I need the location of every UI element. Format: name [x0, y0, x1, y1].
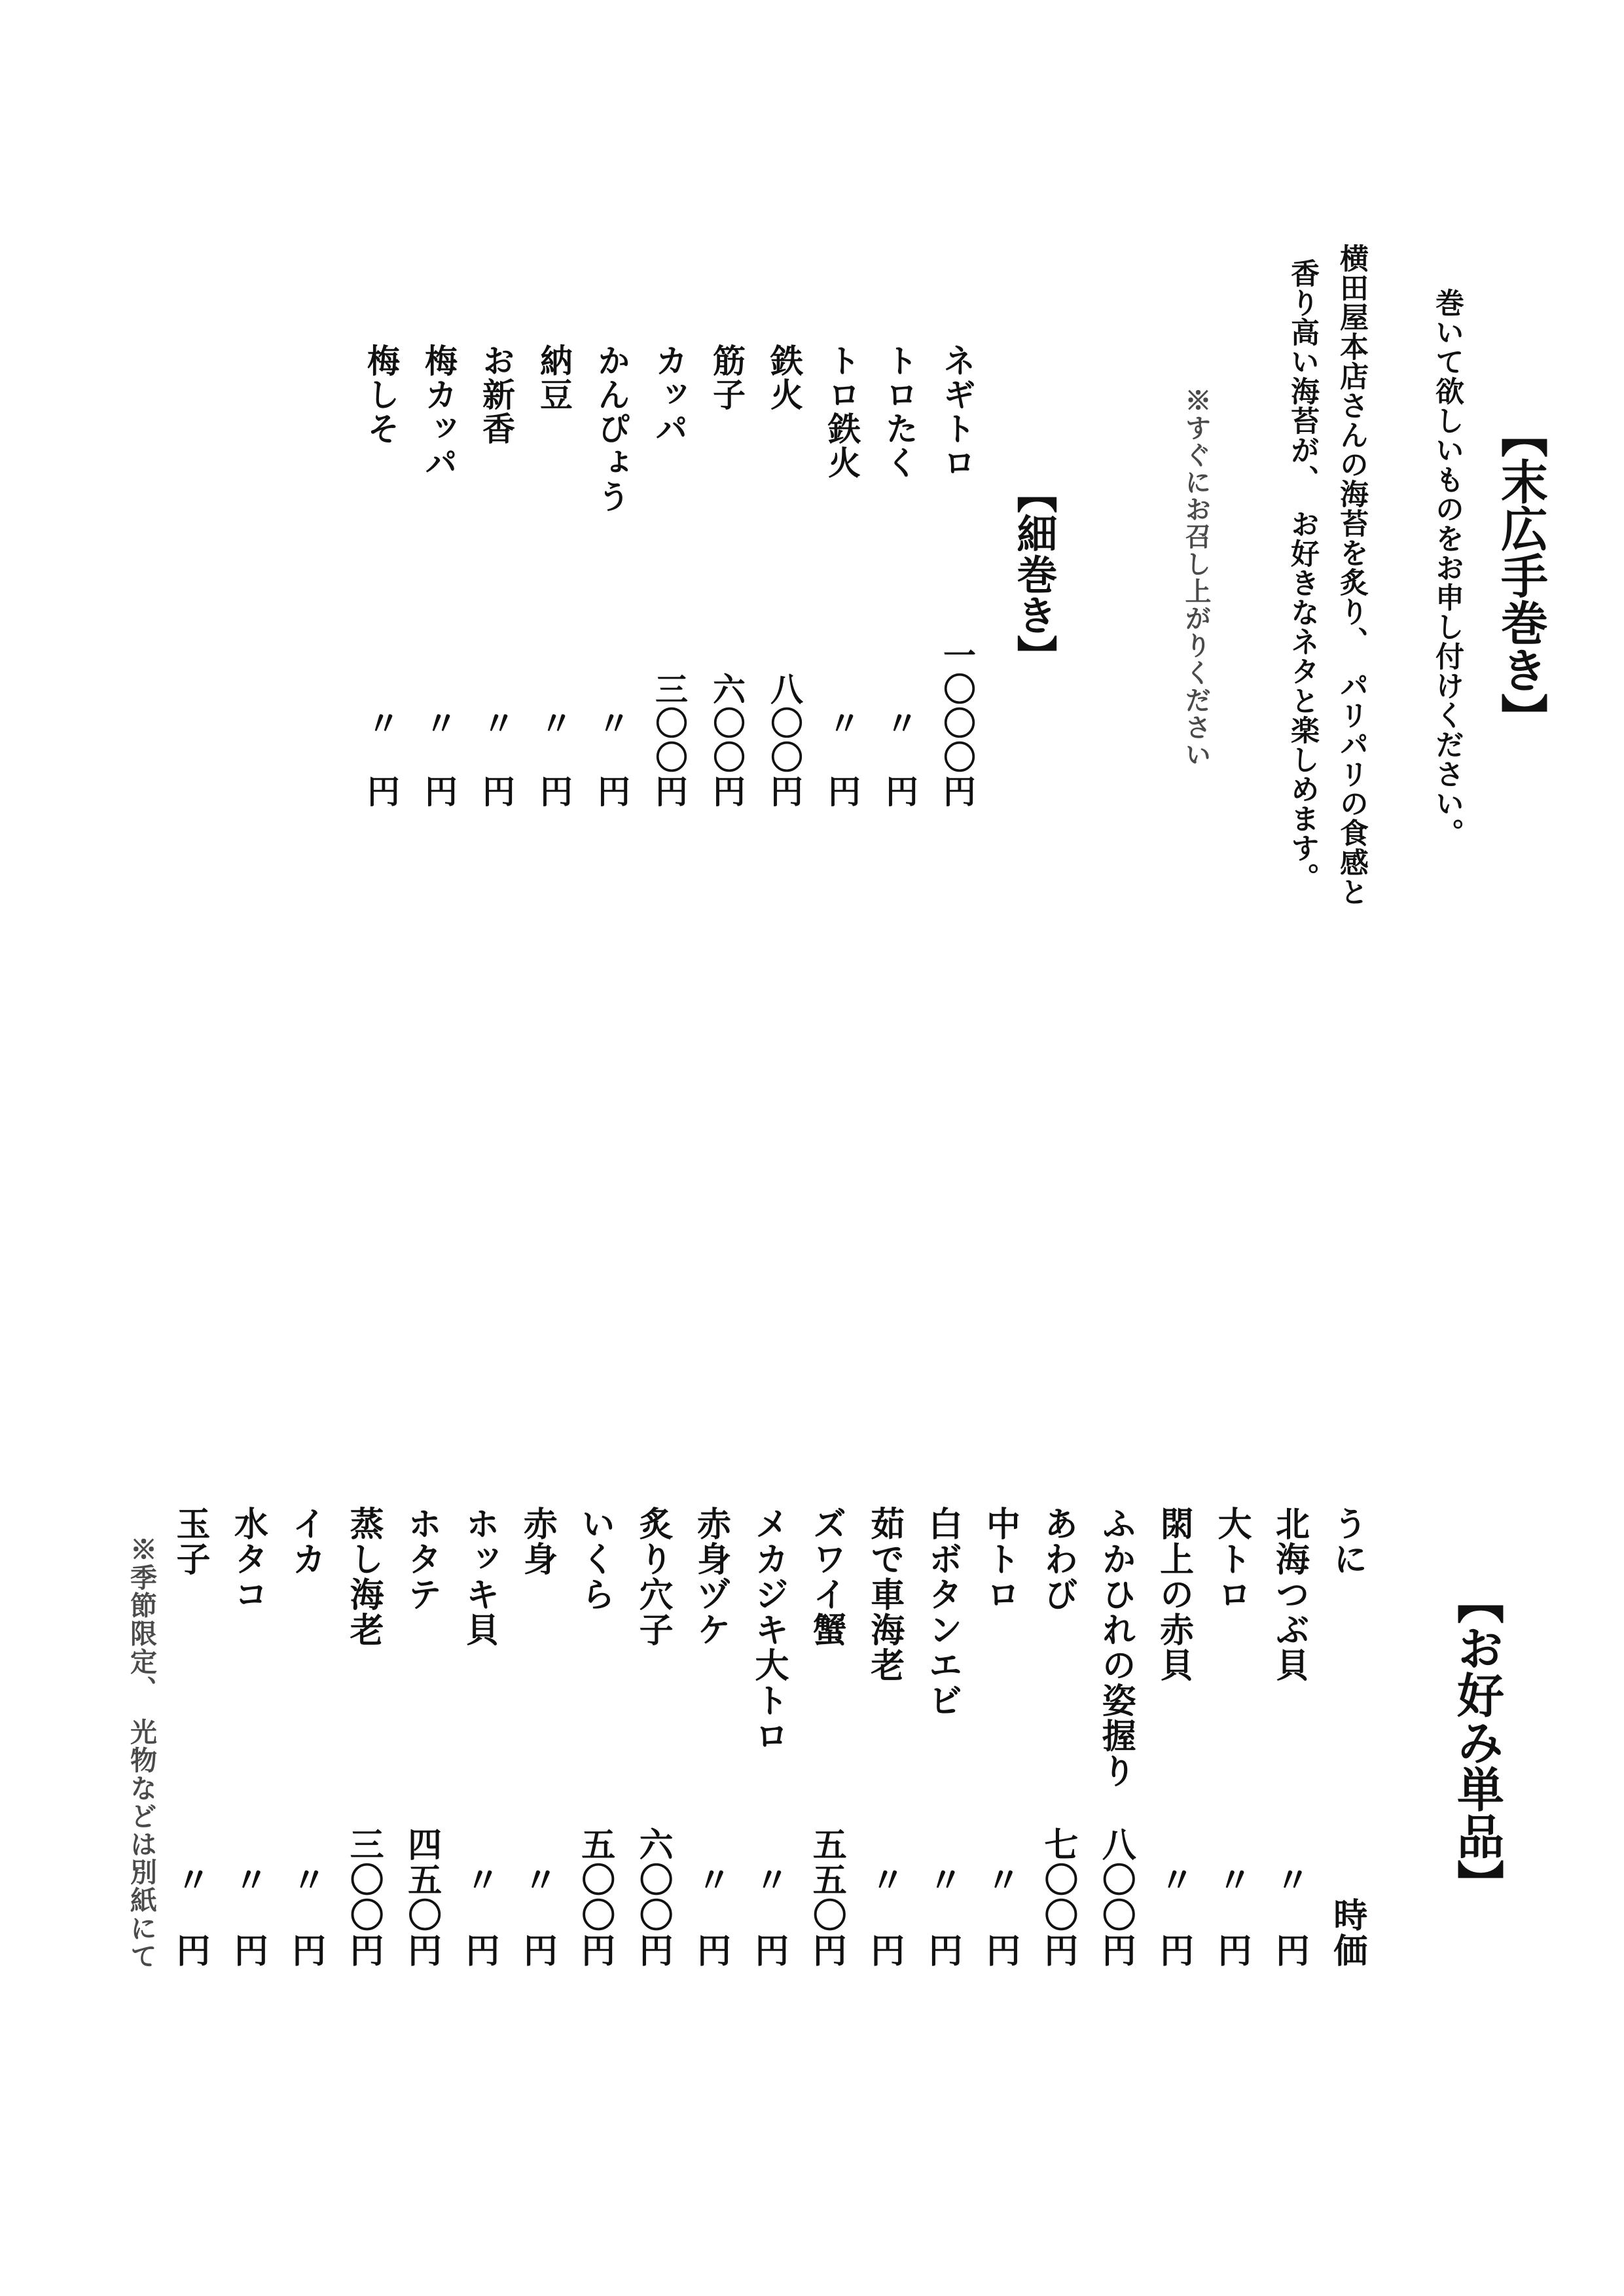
- item-name: カッパ: [650, 344, 689, 446]
- menu-item: [1144, 1506, 1202, 1968]
- item-price: 〃 円: [535, 706, 573, 808]
- temaki-note: ※すぐにお召し上がりください: [1181, 387, 1212, 768]
- item-price: 〃 円: [517, 1862, 558, 1968]
- menu-item: [334, 1506, 392, 1968]
- menu-item: [277, 1506, 334, 1968]
- tanpin-menu-list: [160, 1506, 1376, 1968]
- item-name: いくら: [575, 1506, 615, 1612]
- menu-item: [913, 1506, 971, 1968]
- menu-item: [1202, 1506, 1260, 1968]
- item-price: 八〇〇円: [1096, 1827, 1136, 1968]
- item-price: 三〇〇円: [650, 672, 689, 808]
- item-name: お新香: [477, 344, 516, 446]
- menu-item: [928, 344, 986, 808]
- item-name: トロたく: [880, 344, 919, 480]
- menu-item: [1318, 1506, 1376, 1968]
- item-price: 〃 円: [748, 1862, 789, 1968]
- item-price: 〃 円: [362, 706, 401, 808]
- item-price: 四五〇円: [401, 1827, 442, 1968]
- item-name: ズワイ蟹: [806, 1506, 847, 1647]
- item-name: 筋子: [708, 344, 746, 412]
- item-price: 八〇〇円: [765, 672, 804, 808]
- menu-item: [871, 344, 928, 808]
- menu-item: [410, 344, 467, 808]
- item-name: ホッキ貝: [459, 1506, 499, 1647]
- item-price: 〃 円: [691, 1862, 731, 1968]
- item-price: 一〇〇〇円: [938, 638, 977, 808]
- item-name: 赤身: [517, 1506, 558, 1577]
- item-price: 六〇〇円: [633, 1827, 674, 1968]
- item-price: 〃 円: [1153, 1862, 1194, 1968]
- item-name: イカ: [285, 1506, 326, 1577]
- item-name: 水タコ: [228, 1506, 268, 1612]
- menu-item: [1087, 1506, 1144, 1968]
- item-name: あわび: [1038, 1506, 1078, 1612]
- menu-item: [566, 1506, 624, 1968]
- temaki-description-line: 横田屋本店さんの海苔を炙り、 パリパリの食感と: [1335, 243, 1368, 906]
- item-name: 閖上の赤貝: [1153, 1506, 1194, 1683]
- item-price: 〃 円: [459, 1862, 499, 1968]
- menu-item: [1260, 1506, 1318, 1968]
- item-name: 梅カッパ: [420, 344, 458, 480]
- menu-item: [161, 1506, 219, 1968]
- item-name: 蒸し海老: [344, 1506, 384, 1647]
- item-price: 〃 円: [880, 706, 919, 808]
- item-price: 〃 円: [228, 1862, 268, 1968]
- item-name: トロ鉄火: [823, 344, 861, 480]
- item-name: ホタテ: [401, 1506, 442, 1612]
- item-price: 〃 円: [1269, 1862, 1310, 1968]
- item-price: 時価: [1327, 1897, 1367, 1968]
- item-price: 〃 円: [1212, 1862, 1252, 1968]
- item-name: うに: [1327, 1506, 1367, 1577]
- item-name: 中トロ: [980, 1506, 1020, 1612]
- menu-item: [698, 344, 755, 808]
- item-price: 五五〇円: [806, 1827, 847, 1968]
- item-name: 梅しそ: [362, 344, 401, 446]
- item-price: 六〇〇円: [708, 672, 746, 808]
- menu-item: [813, 344, 871, 808]
- menu-item: [971, 1506, 1028, 1968]
- item-name: 炙り穴子: [633, 1506, 674, 1647]
- item-name: 茹で車海老: [864, 1506, 905, 1683]
- item-price: 〃 円: [823, 706, 861, 808]
- hosomaki-section-title: 【細巻き】: [1010, 473, 1058, 675]
- item-price: 五〇〇円: [575, 1827, 615, 1968]
- item-name: 大トロ: [1212, 1506, 1252, 1612]
- menu-item: [525, 344, 583, 808]
- temaki-section-title: 【末広手巻き】: [1493, 410, 1549, 740]
- item-name: 納豆: [535, 344, 573, 412]
- menu-item: [392, 1506, 450, 1968]
- menu-item: [352, 344, 410, 808]
- menu-item: [740, 1506, 797, 1968]
- item-price: 〃 円: [922, 1862, 963, 1968]
- temaki-description-line: 香り高い海苔が、 お好きなネタと楽しめます。: [1286, 259, 1319, 892]
- tanpin-note: ※季節限定、 光物などは別紙にて: [126, 1535, 157, 1971]
- temaki-description-line: 巻いて欲しいものをお申し付けください。: [1430, 288, 1464, 848]
- item-price: 〃 円: [420, 706, 458, 808]
- menu-item: [681, 1506, 739, 1968]
- menu-item: [583, 344, 640, 808]
- menu-item: [640, 344, 698, 808]
- menu-item: [1029, 1506, 1087, 1968]
- item-name: 赤身ヅケ: [691, 1506, 731, 1647]
- menu-item: [219, 1506, 276, 1968]
- hosomaki-menu-list: [352, 344, 986, 808]
- menu-item: [467, 344, 525, 808]
- menu-item: [755, 344, 813, 808]
- item-price: 〃 円: [864, 1862, 905, 1968]
- item-price: 〃 円: [592, 706, 631, 808]
- item-price: 〃 円: [980, 1862, 1020, 1968]
- item-name: かんぴょう: [592, 344, 631, 514]
- menu-item: [450, 1506, 508, 1968]
- item-name: ネギトロ: [938, 344, 977, 480]
- item-name: ふかひれの姿握り: [1096, 1506, 1136, 1789]
- item-price: 〃 円: [477, 706, 516, 808]
- item-price: 〃 円: [170, 1862, 210, 1968]
- menu-item: [855, 1506, 912, 1968]
- item-name: 鉄火: [765, 344, 804, 412]
- menu-item: [797, 1506, 855, 1968]
- item-name: 北海つぶ貝: [1269, 1506, 1310, 1683]
- tanpin-section-title: 【お好み単品】: [1449, 1577, 1505, 1907]
- menu-item: [508, 1506, 566, 1968]
- item-price: 三〇〇円: [344, 1827, 384, 1968]
- item-name: 白ボタンエビ: [922, 1506, 963, 1718]
- item-name: メカジキ大トロ: [748, 1506, 789, 1753]
- item-price: 〃 円: [285, 1862, 326, 1968]
- item-name: 玉子: [170, 1506, 210, 1577]
- item-price: 七〇〇円: [1038, 1827, 1078, 1968]
- menu-item: [624, 1506, 681, 1968]
